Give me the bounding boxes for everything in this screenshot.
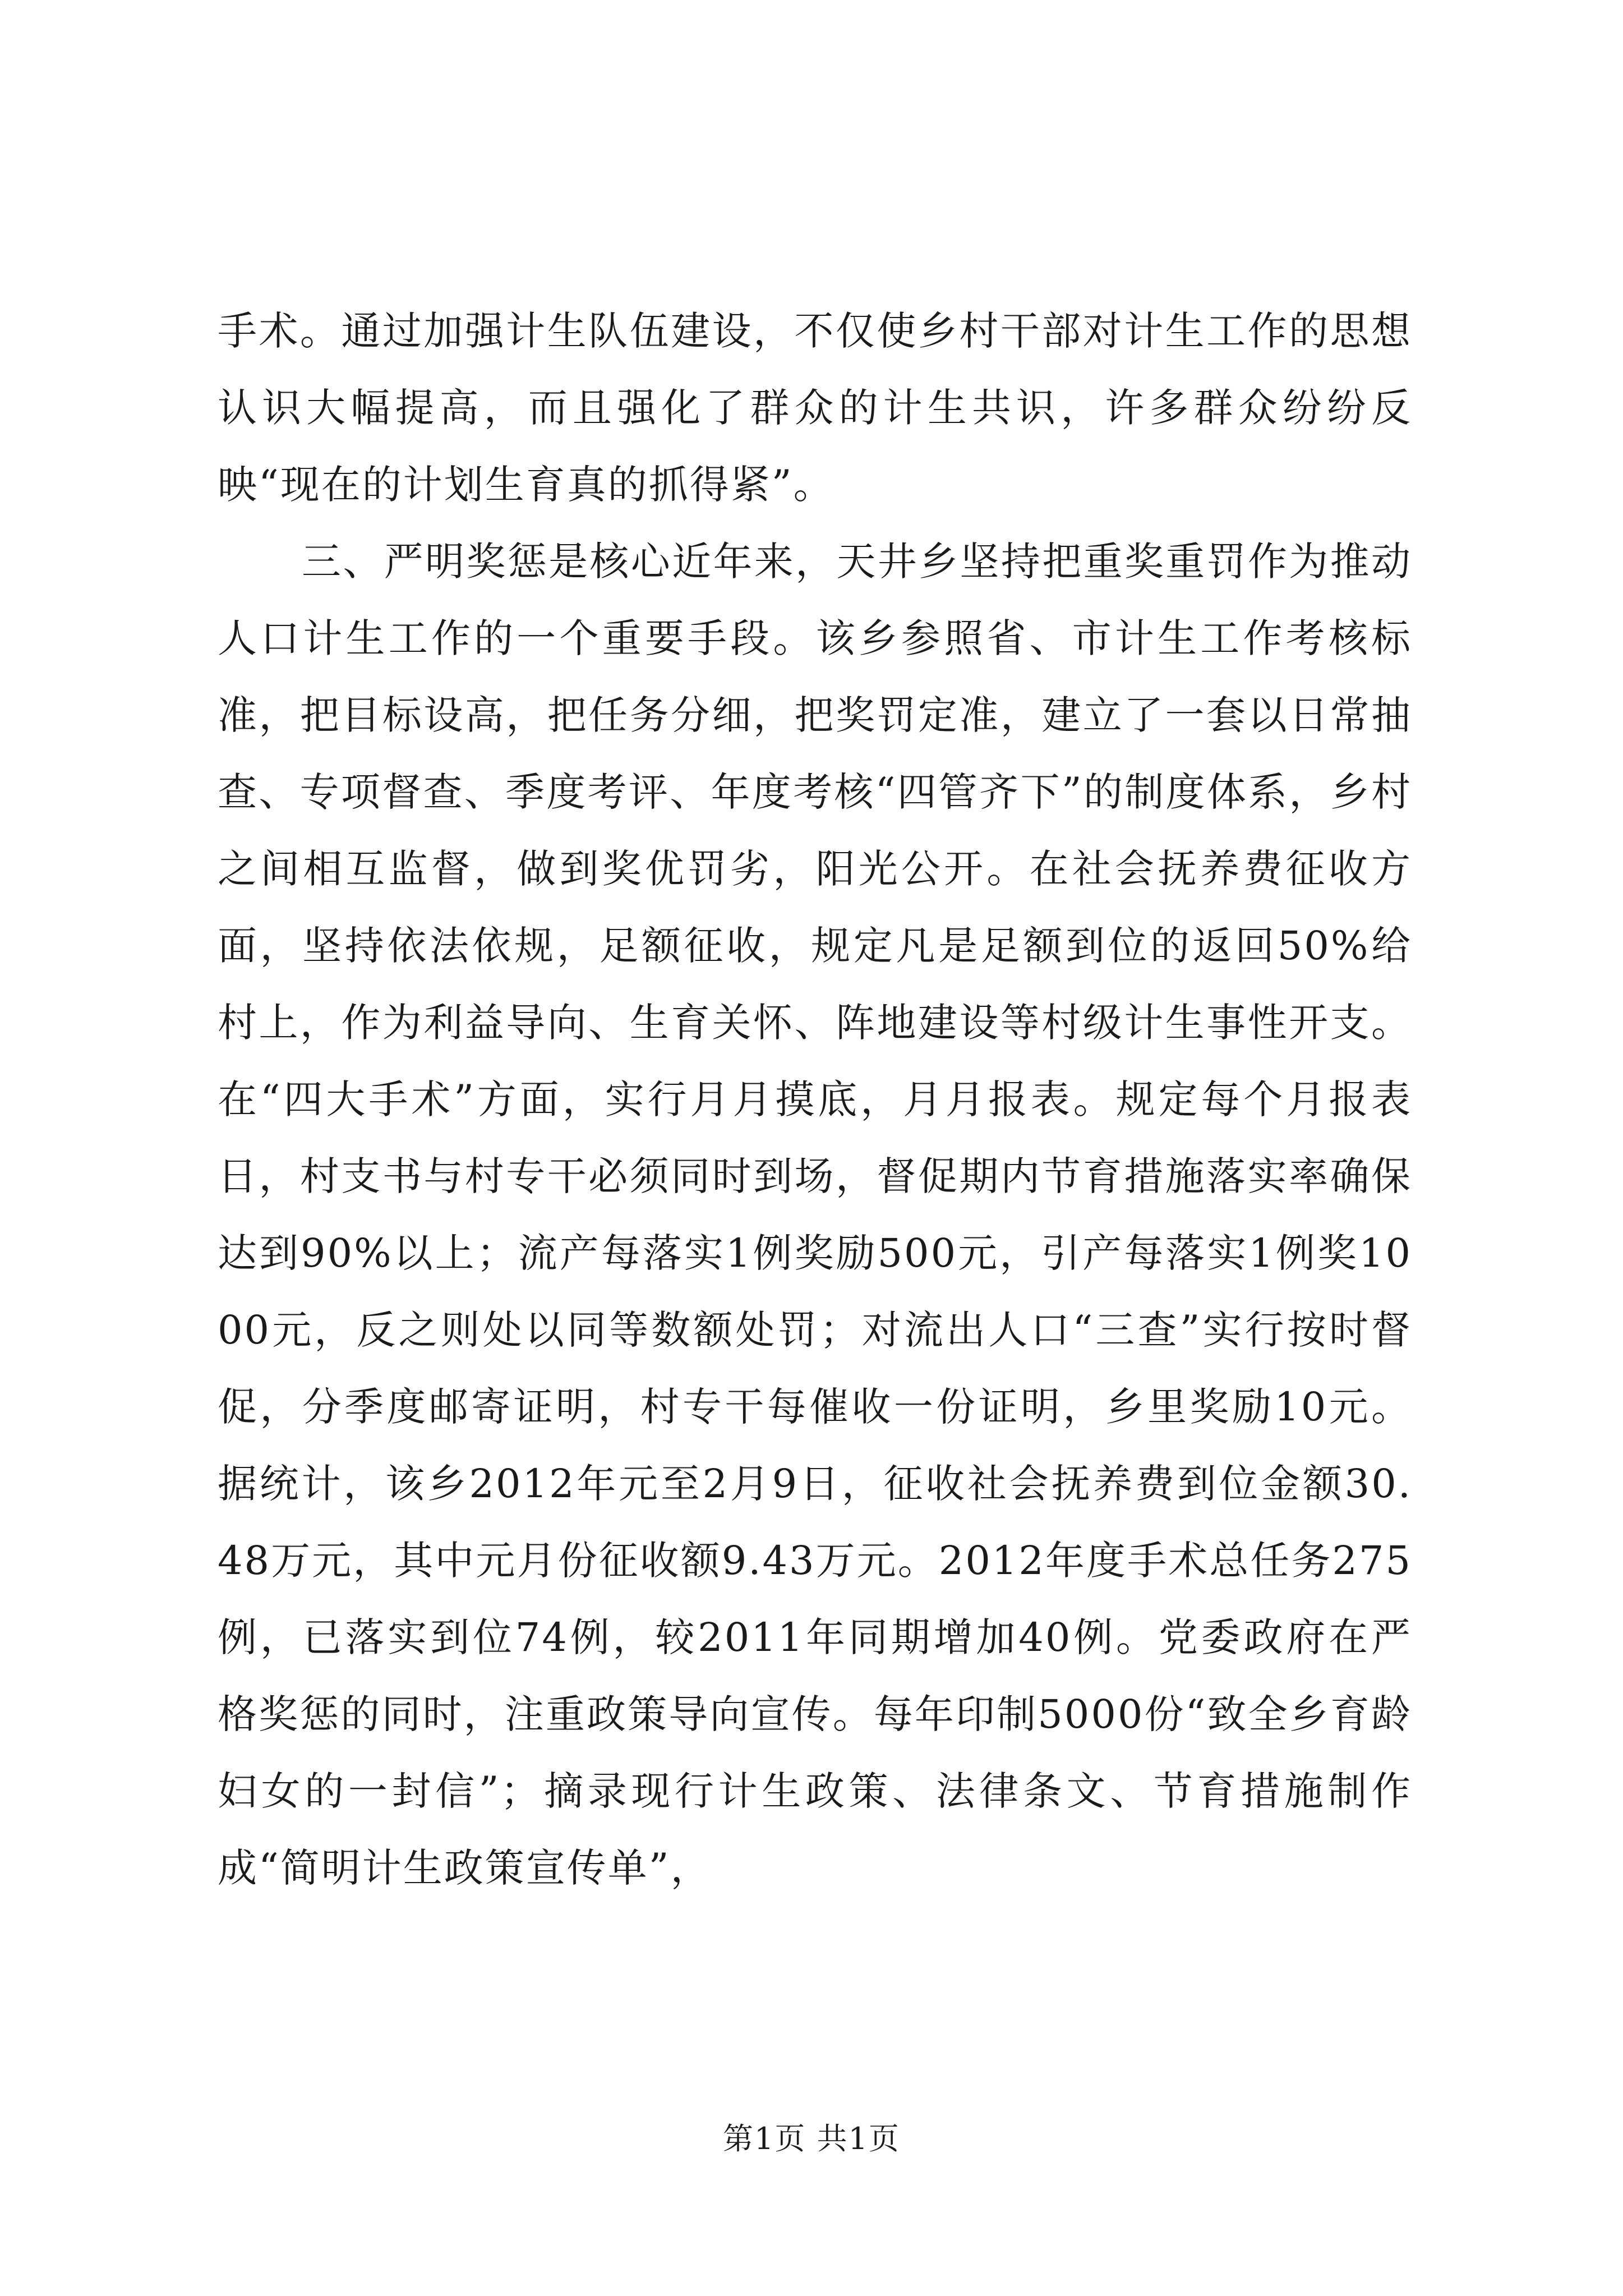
paragraph-continued: 手术。通过加强计生队伍建设，不仅使乡村干部对计生工作的思想认识大幅提高，而且强化了群众的计生共识，许多群众纷纷反映“现在的计划生育真的抓得紧”。 xyxy=(218,308,1412,508)
document-body xyxy=(218,293,1412,1907)
page-footer: 第1页 共1页 xyxy=(723,2121,900,2156)
paragraph-rewards-penalties: 三、严明奖惩是核心近年来，天井乡坚持把重奖重罚作为推动人口计生工作的一个重要手段。该乡参照省、市计生工作考核标准，把目标设高，把任务分细，把奖罚定准，建立了一套以日常抽查、专项督查、季度考评、年度考核“四管齐下”的制度体系，乡村之间相互监督，做到奖优罚劣，阳光公开。在社会抚养费征收方面，坚持依法依规，足额征收，规定凡是足额到位的返回50%给村上，作为利益导向、生育关怀、阵地建设等村级计生事性开支。在“四大手术”方面，实行月月摸底，月月报表。规定每个月报表日，村支书与村专干必须同时到场，督促期内节育措施落实率确保达到90%以上；流产每落实1例奖励500元，引产每落实1例奖1000元，反之则处以同等数额处罚；对流出人口“三查”实行按时督促，分季度邮寄证明，村专干每催收一份证明，乡里奖励10元。据统计，该乡2012年元至2月9日，征收社会抚养费到位金额30.48万元，其中元月份征收额9.43万元。2012年度手术总任务275例，已落实到位74例，较2011年同期增加40例。党委政府在严格奖惩的同时，注重政策导向宣传。每年印制5000份“致全乡育龄妇女的一封信”；摘录现行计生政策、法律条文、节育措施制作成“简明计生政策宣传单”， xyxy=(218,539,1412,1891)
